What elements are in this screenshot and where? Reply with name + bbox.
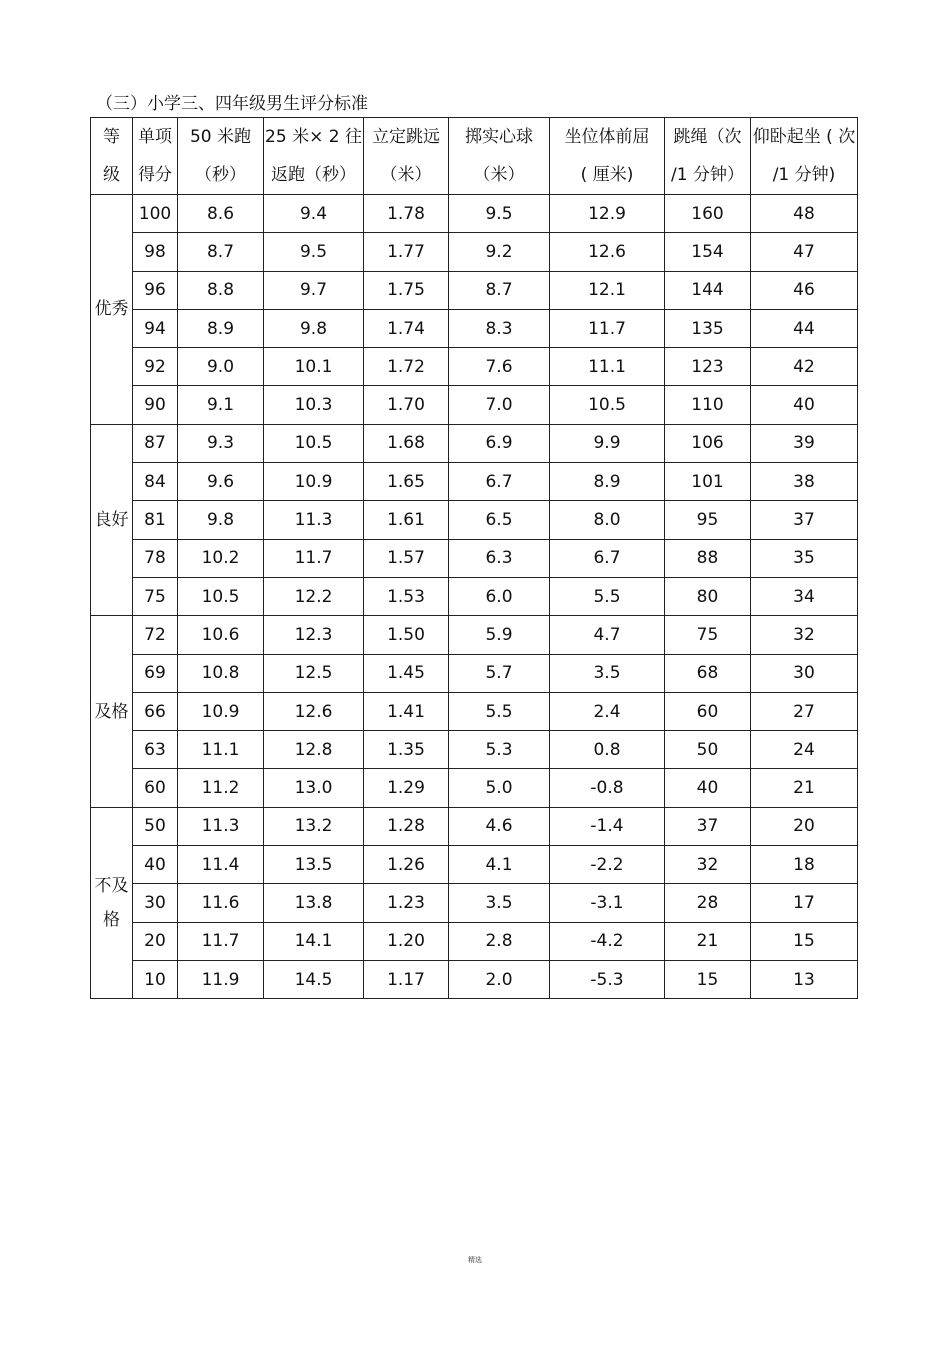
sit-and-reach-cell: 12.1 bbox=[550, 271, 665, 309]
score-cell: 40 bbox=[133, 846, 178, 884]
table-row bbox=[91, 807, 858, 845]
score-cell: 90 bbox=[133, 386, 178, 424]
score-cell: 75 bbox=[133, 577, 178, 615]
score-cell: 10 bbox=[133, 960, 178, 998]
table-row bbox=[91, 463, 858, 501]
sit-and-reach-cell: -4.2 bbox=[550, 922, 665, 960]
run-50m-cell: 11.6 bbox=[178, 884, 264, 922]
jump-rope-cell: 135 bbox=[665, 309, 751, 347]
standing-jump-cell: 1.77 bbox=[364, 233, 449, 271]
grade-level-cell bbox=[91, 195, 133, 425]
table-row bbox=[91, 501, 858, 539]
standing-jump-cell: 1.45 bbox=[364, 654, 449, 692]
table-row bbox=[91, 577, 858, 615]
medicine-ball-cell: 4.1 bbox=[449, 846, 550, 884]
jump-rope-cell: 123 bbox=[665, 348, 751, 386]
header-line: 掷实心球 bbox=[465, 127, 533, 147]
table-row bbox=[91, 884, 858, 922]
sit-and-reach-cell: 2.4 bbox=[550, 692, 665, 730]
sit-and-reach-cell: -3.1 bbox=[550, 884, 665, 922]
jump-rope-cell: 32 bbox=[665, 846, 751, 884]
jump-rope-cell: 88 bbox=[665, 539, 751, 577]
grade-level-text: 优秀 bbox=[94, 299, 129, 320]
header-line: 立定跳远 bbox=[372, 127, 440, 147]
sit-ups-cell: 40 bbox=[751, 386, 858, 424]
header-jump-rope bbox=[665, 118, 751, 195]
run-50m-cell: 11.4 bbox=[178, 846, 264, 884]
sit-and-reach-cell: 11.1 bbox=[550, 348, 665, 386]
table-row bbox=[91, 654, 858, 692]
jump-rope-cell: 60 bbox=[665, 692, 751, 730]
medicine-ball-cell: 5.9 bbox=[449, 616, 550, 654]
medicine-ball-cell: 8.3 bbox=[449, 309, 550, 347]
sit-ups-cell: 18 bbox=[751, 846, 858, 884]
sit-and-reach-cell: 8.0 bbox=[550, 501, 665, 539]
sit-and-reach-cell: 10.5 bbox=[550, 386, 665, 424]
sit-ups-cell: 30 bbox=[751, 654, 858, 692]
score-cell: 87 bbox=[133, 424, 178, 462]
scoring-standard-table bbox=[90, 117, 858, 999]
shuttle-25m-cell: 12.8 bbox=[264, 731, 364, 769]
sit-and-reach-cell: 12.9 bbox=[550, 195, 665, 233]
shuttle-25m-cell: 13.0 bbox=[264, 769, 364, 807]
sit-and-reach-cell: 9.9 bbox=[550, 424, 665, 462]
medicine-ball-cell: 5.0 bbox=[449, 769, 550, 807]
run-50m-cell: 9.1 bbox=[178, 386, 264, 424]
jump-rope-cell: 80 bbox=[665, 577, 751, 615]
medicine-ball-cell: 5.7 bbox=[449, 654, 550, 692]
header-line: 仰卧起坐 ( 次 bbox=[752, 127, 856, 147]
sit-ups-cell: 37 bbox=[751, 501, 858, 539]
grade-level-text: 格 bbox=[103, 909, 120, 930]
jump-rope-cell: 21 bbox=[665, 922, 751, 960]
score-cell: 60 bbox=[133, 769, 178, 807]
shuttle-25m-cell: 10.1 bbox=[264, 348, 364, 386]
sit-ups-cell: 24 bbox=[751, 731, 858, 769]
sit-ups-cell: 34 bbox=[751, 577, 858, 615]
shuttle-25m-cell: 12.6 bbox=[264, 692, 364, 730]
sit-ups-cell: 13 bbox=[751, 960, 858, 998]
score-cell: 50 bbox=[133, 807, 178, 845]
run-50m-cell: 9.8 bbox=[178, 501, 264, 539]
standing-jump-cell: 1.57 bbox=[364, 539, 449, 577]
standing-jump-cell: 1.28 bbox=[364, 807, 449, 845]
run-50m-cell: 8.9 bbox=[178, 309, 264, 347]
header-sit-and-reach bbox=[550, 118, 665, 195]
sit-and-reach-cell: -1.4 bbox=[550, 807, 665, 845]
score-cell: 81 bbox=[133, 501, 178, 539]
standing-jump-cell: 1.61 bbox=[364, 501, 449, 539]
sit-ups-cell: 21 bbox=[751, 769, 858, 807]
sit-ups-cell: 35 bbox=[751, 539, 858, 577]
sit-and-reach-cell: -0.8 bbox=[550, 769, 665, 807]
jump-rope-cell: 106 bbox=[665, 424, 751, 462]
medicine-ball-cell: 8.7 bbox=[449, 271, 550, 309]
header-line: 25 米× 2 往 bbox=[265, 127, 362, 147]
sit-and-reach-cell: -2.2 bbox=[550, 846, 665, 884]
shuttle-25m-cell: 13.8 bbox=[264, 884, 364, 922]
table-row bbox=[91, 846, 858, 884]
score-cell: 100 bbox=[133, 195, 178, 233]
run-50m-cell: 9.3 bbox=[178, 424, 264, 462]
medicine-ball-cell: 7.0 bbox=[449, 386, 550, 424]
jump-rope-cell: 160 bbox=[665, 195, 751, 233]
medicine-ball-cell: 6.5 bbox=[449, 501, 550, 539]
run-50m-cell: 11.1 bbox=[178, 731, 264, 769]
sit-and-reach-cell: 11.7 bbox=[550, 309, 665, 347]
header-line: 得分 bbox=[138, 165, 172, 185]
standing-jump-cell: 1.53 bbox=[364, 577, 449, 615]
shuttle-25m-cell: 12.5 bbox=[264, 654, 364, 692]
header-line: 50 米跑 bbox=[189, 127, 252, 147]
standing-jump-cell: 1.75 bbox=[364, 271, 449, 309]
header-sit-ups bbox=[751, 118, 858, 195]
header-line: 级 bbox=[103, 165, 120, 185]
standing-jump-cell: 1.65 bbox=[364, 463, 449, 501]
standing-jump-cell: 1.23 bbox=[364, 884, 449, 922]
header-line: （米） bbox=[380, 165, 432, 185]
jump-rope-cell: 144 bbox=[665, 271, 751, 309]
standing-jump-cell: 1.50 bbox=[364, 616, 449, 654]
header-line: （米） bbox=[473, 165, 525, 185]
header-row bbox=[91, 118, 858, 195]
header-line: 返跑（秒） bbox=[271, 165, 356, 185]
sit-ups-cell: 17 bbox=[751, 884, 858, 922]
standing-jump-cell: 1.74 bbox=[364, 309, 449, 347]
jump-rope-cell: 50 bbox=[665, 731, 751, 769]
header-25m-shuttle bbox=[264, 118, 364, 195]
standing-jump-cell: 1.78 bbox=[364, 195, 449, 233]
run-50m-cell: 9.0 bbox=[178, 348, 264, 386]
table-row bbox=[91, 960, 858, 998]
sit-and-reach-cell: 5.5 bbox=[550, 577, 665, 615]
run-50m-cell: 10.6 bbox=[178, 616, 264, 654]
medicine-ball-cell: 9.5 bbox=[449, 195, 550, 233]
header-line: 等 bbox=[103, 127, 120, 147]
score-cell: 94 bbox=[133, 309, 178, 347]
table-caption: （三）小学三、四年级男生评分标准 bbox=[96, 94, 368, 114]
medicine-ball-cell: 3.5 bbox=[449, 884, 550, 922]
jump-rope-cell: 154 bbox=[665, 233, 751, 271]
run-50m-cell: 10.8 bbox=[178, 654, 264, 692]
sit-ups-cell: 44 bbox=[751, 309, 858, 347]
sit-and-reach-cell: 3.5 bbox=[550, 654, 665, 692]
table-row bbox=[91, 692, 858, 730]
medicine-ball-cell: 6.9 bbox=[449, 424, 550, 462]
table-row bbox=[91, 769, 858, 807]
score-cell: 98 bbox=[133, 233, 178, 271]
shuttle-25m-cell: 9.5 bbox=[264, 233, 364, 271]
score-cell: 92 bbox=[133, 348, 178, 386]
header-line: （秒） bbox=[195, 165, 246, 185]
sit-and-reach-cell: 6.7 bbox=[550, 539, 665, 577]
shuttle-25m-cell: 12.2 bbox=[264, 577, 364, 615]
sit-ups-cell: 48 bbox=[751, 195, 858, 233]
jump-rope-cell: 95 bbox=[665, 501, 751, 539]
sit-and-reach-cell: 0.8 bbox=[550, 731, 665, 769]
grade-level-text: 及格 bbox=[94, 701, 129, 722]
shuttle-25m-cell: 13.5 bbox=[264, 846, 364, 884]
table-body bbox=[91, 195, 858, 999]
medicine-ball-cell: 2.8 bbox=[449, 922, 550, 960]
standing-jump-cell: 1.20 bbox=[364, 922, 449, 960]
sit-ups-cell: 32 bbox=[751, 616, 858, 654]
score-cell: 69 bbox=[133, 654, 178, 692]
header-score bbox=[133, 118, 178, 195]
header-standing-jump bbox=[364, 118, 449, 195]
run-50m-cell: 11.2 bbox=[178, 769, 264, 807]
grade-level-text: 良好 bbox=[94, 510, 129, 531]
score-cell: 20 bbox=[133, 922, 178, 960]
header-line: /1 分钟） bbox=[671, 165, 744, 185]
table-row bbox=[91, 616, 858, 654]
sit-and-reach-cell: 8.9 bbox=[550, 463, 665, 501]
header-line: 跳绳（次 bbox=[673, 127, 742, 147]
standing-jump-cell: 1.70 bbox=[364, 386, 449, 424]
shuttle-25m-cell: 12.3 bbox=[264, 616, 364, 654]
run-50m-cell: 11.7 bbox=[178, 922, 264, 960]
score-cell: 63 bbox=[133, 731, 178, 769]
sit-ups-cell: 46 bbox=[751, 271, 858, 309]
shuttle-25m-cell: 10.3 bbox=[264, 386, 364, 424]
medicine-ball-cell: 5.5 bbox=[449, 692, 550, 730]
run-50m-cell: 10.2 bbox=[178, 539, 264, 577]
shuttle-25m-cell: 10.9 bbox=[264, 463, 364, 501]
table-row bbox=[91, 922, 858, 960]
standing-jump-cell: 1.68 bbox=[364, 424, 449, 462]
header-line: 单项 bbox=[138, 127, 172, 147]
score-cell: 66 bbox=[133, 692, 178, 730]
medicine-ball-cell: 7.6 bbox=[449, 348, 550, 386]
shuttle-25m-cell: 11.3 bbox=[264, 501, 364, 539]
header-medicine-ball bbox=[449, 118, 550, 195]
run-50m-cell: 9.6 bbox=[178, 463, 264, 501]
table-row bbox=[91, 731, 858, 769]
sit-ups-cell: 15 bbox=[751, 922, 858, 960]
shuttle-25m-cell: 9.8 bbox=[264, 309, 364, 347]
grade-level-cell bbox=[91, 424, 133, 615]
sit-ups-cell: 42 bbox=[751, 348, 858, 386]
jump-rope-cell: 75 bbox=[665, 616, 751, 654]
shuttle-25m-cell: 9.4 bbox=[264, 195, 364, 233]
run-50m-cell: 8.8 bbox=[178, 271, 264, 309]
shuttle-25m-cell: 13.2 bbox=[264, 807, 364, 845]
run-50m-cell: 10.5 bbox=[178, 577, 264, 615]
grade-level-cell bbox=[91, 807, 133, 998]
shuttle-25m-cell: 14.5 bbox=[264, 960, 364, 998]
sit-ups-cell: 27 bbox=[751, 692, 858, 730]
header-line: /1 分钟) bbox=[772, 165, 836, 185]
jump-rope-cell: 40 bbox=[665, 769, 751, 807]
table-row bbox=[91, 424, 858, 462]
medicine-ball-cell: 6.3 bbox=[449, 539, 550, 577]
footer-text: 精选 bbox=[468, 1256, 482, 1264]
sit-ups-cell: 38 bbox=[751, 463, 858, 501]
sit-ups-cell: 20 bbox=[751, 807, 858, 845]
medicine-ball-cell: 4.6 bbox=[449, 807, 550, 845]
jump-rope-cell: 110 bbox=[665, 386, 751, 424]
run-50m-cell: 8.7 bbox=[178, 233, 264, 271]
table-row bbox=[91, 348, 858, 386]
sit-ups-cell: 39 bbox=[751, 424, 858, 462]
standing-jump-cell: 1.41 bbox=[364, 692, 449, 730]
run-50m-cell: 10.9 bbox=[178, 692, 264, 730]
score-cell: 30 bbox=[133, 884, 178, 922]
grade-level-cell bbox=[91, 616, 133, 807]
shuttle-25m-cell: 10.5 bbox=[264, 424, 364, 462]
table-row bbox=[91, 309, 858, 347]
shuttle-25m-cell: 9.7 bbox=[264, 271, 364, 309]
sit-and-reach-cell: 4.7 bbox=[550, 616, 665, 654]
medicine-ball-cell: 6.7 bbox=[449, 463, 550, 501]
medicine-ball-cell: 5.3 bbox=[449, 731, 550, 769]
score-cell: 84 bbox=[133, 463, 178, 501]
table-row bbox=[91, 233, 858, 271]
table-row bbox=[91, 386, 858, 424]
run-50m-cell: 11.3 bbox=[178, 807, 264, 845]
table-row bbox=[91, 271, 858, 309]
shuttle-25m-cell: 14.1 bbox=[264, 922, 364, 960]
standing-jump-cell: 1.26 bbox=[364, 846, 449, 884]
jump-rope-cell: 15 bbox=[665, 960, 751, 998]
run-50m-cell: 11.9 bbox=[178, 960, 264, 998]
sit-and-reach-cell: -5.3 bbox=[550, 960, 665, 998]
grade-level-text: 不及 bbox=[94, 875, 129, 896]
standing-jump-cell: 1.17 bbox=[364, 960, 449, 998]
shuttle-25m-cell: 11.7 bbox=[264, 539, 364, 577]
header-level bbox=[91, 118, 133, 195]
header-50m-run bbox=[178, 118, 264, 195]
medicine-ball-cell: 2.0 bbox=[449, 960, 550, 998]
jump-rope-cell: 37 bbox=[665, 807, 751, 845]
sit-and-reach-cell: 12.6 bbox=[550, 233, 665, 271]
standing-jump-cell: 1.35 bbox=[364, 731, 449, 769]
header-line: ( 厘米) bbox=[580, 165, 634, 185]
medicine-ball-cell: 6.0 bbox=[449, 577, 550, 615]
medicine-ball-cell: 9.2 bbox=[449, 233, 550, 271]
standing-jump-cell: 1.72 bbox=[364, 348, 449, 386]
table-row bbox=[91, 539, 858, 577]
header-line: 坐位体前屈 bbox=[564, 127, 650, 147]
jump-rope-cell: 28 bbox=[665, 884, 751, 922]
sit-ups-cell: 47 bbox=[751, 233, 858, 271]
score-cell: 96 bbox=[133, 271, 178, 309]
score-cell: 72 bbox=[133, 616, 178, 654]
run-50m-cell: 8.6 bbox=[178, 195, 264, 233]
standing-jump-cell: 1.29 bbox=[364, 769, 449, 807]
jump-rope-cell: 68 bbox=[665, 654, 751, 692]
score-cell: 78 bbox=[133, 539, 178, 577]
table-row bbox=[91, 195, 858, 233]
jump-rope-cell: 101 bbox=[665, 463, 751, 501]
